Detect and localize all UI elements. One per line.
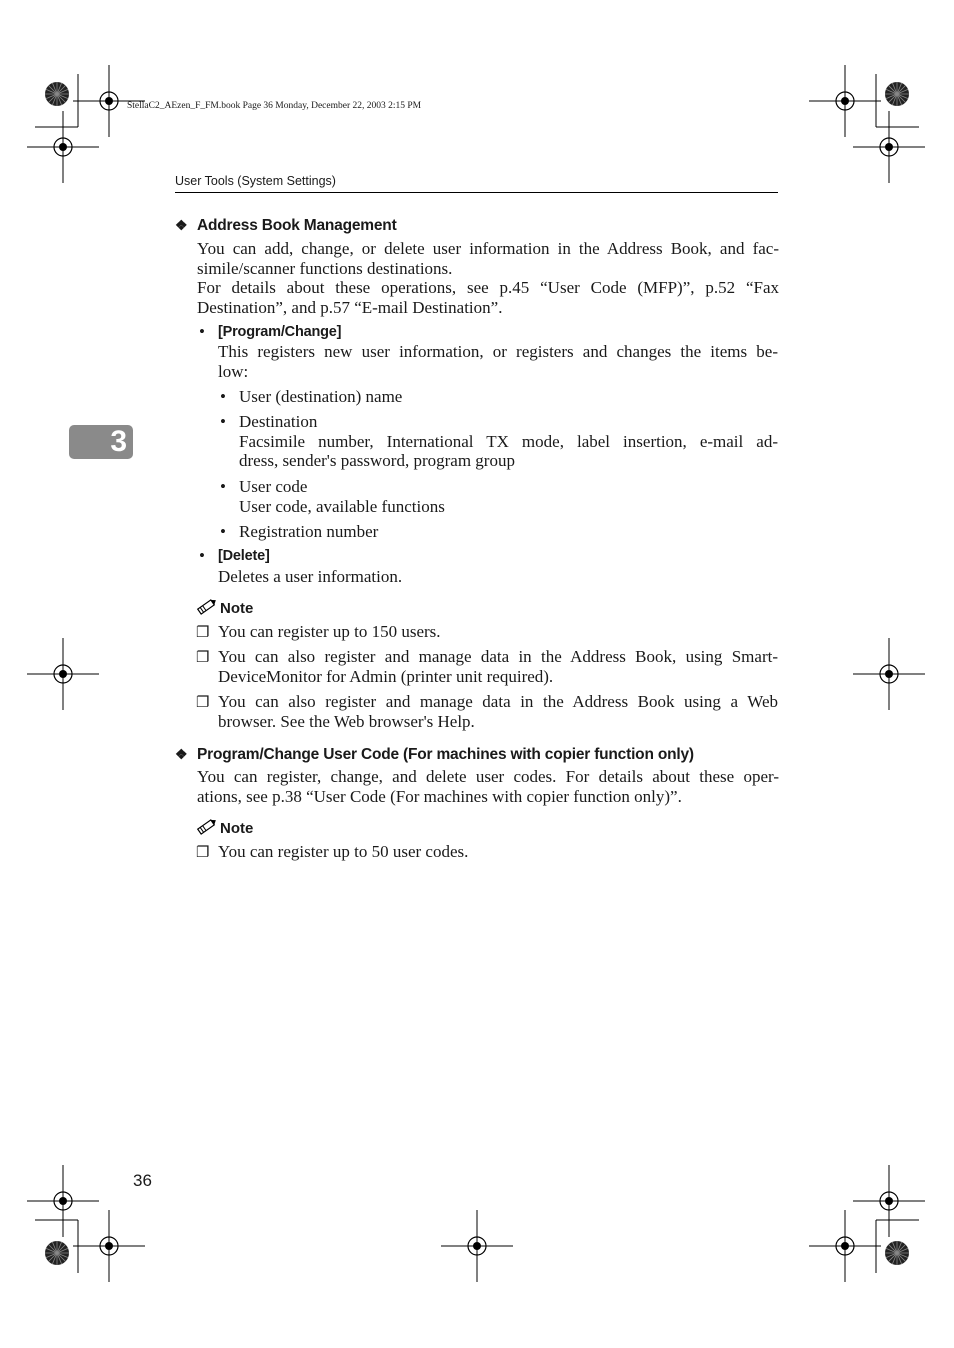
crosshair-icon (27, 1165, 99, 1237)
bullet-dot-icon: • (220, 387, 226, 406)
pencil-note-icon (196, 598, 216, 616)
bullet-dot-icon: • (199, 546, 205, 565)
item-description (218, 342, 778, 381)
intro-paragraph (197, 239, 779, 317)
item-label-delete: [Delete] (218, 548, 270, 564)
section-title: Program/Change User Code (For machines with copier function only) (197, 746, 694, 763)
crosshair-icon (853, 1165, 925, 1237)
note-header (196, 598, 253, 618)
bullet-dot-icon: • (220, 522, 226, 541)
crosshair-icon (809, 65, 881, 137)
text-line: DeviceMonitor for Admin (printer unit required). (218, 666, 554, 686)
color-target-icon (885, 82, 909, 106)
diamond-bullet-icon: ❖ (175, 217, 188, 233)
subitem-destination (239, 412, 778, 471)
checkbox-bullet-icon: ❐ (196, 695, 210, 711)
note-label: Note (220, 600, 254, 617)
running-header: User Tools (System Settings) (175, 174, 336, 188)
note-label: Note (220, 820, 254, 837)
color-target-icon (45, 1241, 69, 1265)
chapter-tab: 3 (69, 425, 133, 459)
text-line: dress, sender's password, program group (239, 451, 515, 471)
section-heading-user-code (175, 746, 694, 764)
text-line: This registers new user information, or registers and changes the items be- (218, 342, 778, 361)
crosshair-icon (853, 111, 925, 183)
color-target-icon (45, 82, 69, 106)
text-line: Destination”, and p.57 “E-mail Destination”. (197, 297, 503, 317)
text-line: You can also register and manage data in the Address Book using a Web (218, 692, 778, 711)
text-line: simile/scanner functions destinations. (197, 258, 453, 278)
crosshair-icon (809, 1210, 881, 1282)
section-title: Address Book Management (197, 217, 397, 234)
text-line: You can add, change, or delete user information in the Address Book, and fac- (197, 239, 779, 258)
note-item (218, 692, 778, 731)
text-line: browser. See the Web browser's Help. (218, 711, 475, 731)
header-rule (175, 192, 778, 193)
item-description: Deletes a user information. (218, 567, 403, 586)
item-label-program-change: [Program/Change] (218, 324, 342, 340)
bullet-dot-icon: • (199, 322, 205, 341)
note-item (218, 647, 778, 686)
crosshair-icon (27, 638, 99, 710)
checkbox-bullet-icon: ❐ (196, 625, 210, 641)
checkbox-bullet-icon: ❐ (196, 845, 210, 861)
subitem-title: Registration number (239, 522, 379, 541)
note-item: You can register up to 150 users. (218, 622, 441, 641)
subitem-user-code (239, 477, 445, 516)
text-line: Facsimile number, International TX mode, label insertion, e-mail ad- (239, 431, 778, 451)
text-line: low: (218, 361, 249, 381)
crosshair-icon (73, 1210, 145, 1282)
checkbox-bullet-icon: ❐ (196, 650, 210, 666)
crosshair-icon (27, 111, 99, 183)
crosshair-icon (441, 1210, 513, 1282)
section-heading-address-book (175, 217, 397, 235)
text-line: For details about these operations, see p.45 “User Code (MFP)”, p.52 “Fax (197, 278, 779, 298)
note-header (196, 818, 253, 838)
crosshair-icon (853, 638, 925, 710)
bullet-dot-icon: • (220, 477, 226, 496)
text-line: You can register, change, and delete user codes. For details about these oper- (197, 767, 779, 786)
section2-paragraph (197, 767, 779, 806)
pencil-note-icon (196, 818, 216, 836)
subitem-title: User (destination) name (239, 387, 403, 406)
subitem-title: Destination (239, 412, 318, 431)
bullet-dot-icon: • (220, 412, 226, 431)
subitem-title: User code (239, 477, 308, 496)
text-line: ations, see p.38 “User Code (For machines with copier function only)”. (197, 786, 682, 806)
note-item: You can register up to 50 user codes. (218, 842, 469, 861)
text-line: User code, available functions (239, 496, 445, 516)
file-info-line: StellaC2_AEzen_F_FM.book Page 36 Monday, December 22, 2003 2:15 PM (127, 101, 422, 111)
diamond-bullet-icon: ❖ (175, 746, 188, 762)
page-number: 36 (133, 1171, 152, 1190)
text-line: You can also register and manage data in the Address Book, using Smart- (218, 647, 778, 666)
color-target-icon (885, 1241, 909, 1265)
